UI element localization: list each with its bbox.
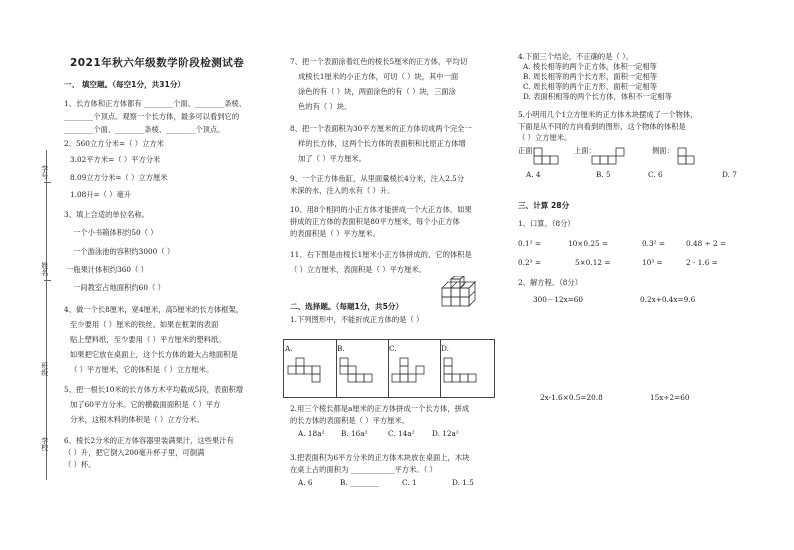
q5-line2: 加了60平方分米。它的横截面面积是（ ）平方 <box>70 400 221 409</box>
q7-line4: 色的有（ ）块。 <box>298 102 352 111</box>
q9-line1: 9、一个正方体鱼缸，从里面量棱长4分米，注入2.5分 <box>290 174 465 183</box>
c3-q4-option-a: A. 棱长相等的两个正方体，体积一定相等 <box>523 62 657 71</box>
q11-line2: （ ）立方厘米，表面积是（ ）平方厘米。 <box>290 265 426 274</box>
label-name: 姓名 <box>40 262 49 276</box>
label-school: 学校 <box>40 437 49 451</box>
q5-line1: 5、把一根长10米的长方体方木平均截成5段，表面积增 <box>64 385 244 394</box>
q6-line2: （ ）升，把它倒入200毫升杯子里，可倒满 <box>64 448 205 457</box>
q10-line3: 的表面积是（ ）平方厘米。 <box>290 229 380 238</box>
c3-q5-option-b: B. 5 <box>596 170 611 179</box>
c3-q4-option-c: C. 周长相等的两个正方形，面积一定相等 <box>523 82 658 91</box>
net-a-figure <box>286 352 332 392</box>
q1-line2: ________个顶点。观察一个长方体，最多可以看到它的 <box>64 112 240 121</box>
q3-line1: 3、填上合适的单位名称。 <box>64 210 149 219</box>
net-b-figure <box>338 352 384 392</box>
front-view-figure <box>532 146 562 166</box>
q4-line5: （ ）平方厘米，它的体积是（ ）立方厘米。 <box>70 365 214 374</box>
c3-q5-line2: 下面是从不同的方向看到的图形，这个物体的体积是 <box>518 122 686 131</box>
s2q3-line1: 3.把表面积为6平方分米的正方体木块放在桌面上，木块 <box>290 453 470 462</box>
eq-r1-c1: 300－12x=60 <box>533 295 584 304</box>
q10-line2: 拼成的正方体的表面积是80平方厘米，每个小正方体 <box>290 217 460 226</box>
q4-line2: 至少要用（ ）厘米的铁丝。如果在框架的表面 <box>70 320 219 329</box>
q3-line5: 一间教室占地面积约60（ ） <box>73 283 165 292</box>
s2q3-option-c: C. 1 <box>402 478 417 487</box>
q6-line1: 6、棱长2分米的正方体容器里装满果汁，这些果汁有 <box>64 436 234 445</box>
s2q3-option-a: A. 6 <box>298 478 313 487</box>
binding-line <box>46 150 47 480</box>
oral-r2-c3: 10³ = <box>642 258 663 267</box>
c3-q4-option-b: B. 周长相等的两个长方形，面积一定相等 <box>523 72 658 81</box>
s2q1-text: 1.下列图形中，不能折成正方体的是（ ） <box>290 315 424 324</box>
q2-line3: 8.09立方分米=（ ）立方厘米 <box>70 173 168 182</box>
student-id-blank <box>44 182 51 183</box>
net-d-figure <box>442 352 488 392</box>
c3-q5-option-c: C. 6 <box>648 170 663 179</box>
side-view-figure <box>676 146 700 166</box>
q4-line4: 如果把它放在桌面上，这个长方体的最大占地面积是 <box>70 350 238 359</box>
s2q3-line2: 在桌上占的面积为 ____________平方米。（ ） <box>290 465 437 474</box>
q3-line4: 一瓶果汁体积约360（ ） <box>66 265 148 274</box>
oral-r1-c1: 0.1² = <box>518 239 541 248</box>
oral-r2-c4: 2 - 1.6 = <box>686 258 718 267</box>
side-view-label: 侧面： <box>652 146 674 155</box>
net-option-d: D. <box>441 344 449 353</box>
c3-q5-line1: 5.小明用几个1立方厘米的正方体木块摆成了一个物体， <box>518 110 698 119</box>
q1-line3: ________个面、________条棱、________个顶点。 <box>64 125 225 134</box>
top-view-label: 上面： <box>574 146 596 155</box>
q11-line1: 11、右下图是由棱长1厘米小正方体拼成的，它的体积是 <box>290 250 472 259</box>
q4-line1: 4、做一个长8厘米，宽4厘米，高5厘米的长方体框架， <box>64 305 244 314</box>
net-option-b: B. <box>337 344 345 353</box>
q4-line3: 贴上塑料纸，至少要用（ ）平方厘米的塑料纸。 <box>70 335 226 344</box>
c3-q5-option-a: A. 4 <box>526 170 541 179</box>
q5-line3: 分米，这根木料的体积是（ ）立方分米。 <box>70 415 204 424</box>
label-student-id: 学号 <box>40 165 49 179</box>
oral-r1-c4: 0.48 ÷ 2 = <box>686 239 727 248</box>
q9-line2: 米深的水，注入的水有（ ）升。 <box>290 186 395 195</box>
cube-stack-figure <box>440 276 482 310</box>
s2q2-option-b: B. 16a² <box>341 429 368 438</box>
eq-r2-c2: 15x÷2=60 <box>650 393 690 402</box>
q10-line1: 10、用8个相同的小正方体才能拼成一个大正方体。如果 <box>290 205 472 214</box>
q8-line3: 加了（ ）平方厘米。 <box>298 154 366 163</box>
q3-line2: 一个小书箱体积约50（ ） <box>73 228 158 237</box>
q3-line3: 一个游泳池的容积约3000（ ） <box>73 247 175 256</box>
s2q3-option-d: D. 1.5 <box>452 478 474 487</box>
oral-r1-c3: 0.3² = <box>642 239 665 248</box>
equation-heading: 2、解方程。（8分） <box>518 278 583 287</box>
net-option-a: A. <box>285 344 293 353</box>
front-view-label: 正面： <box>518 146 540 155</box>
c3-q5-line3: （ ）立方厘米。 <box>518 133 572 142</box>
q7-line3: 涂色的有（ ）块，两面涂色的有（ ）块，三面涂 <box>298 87 456 96</box>
q2-line1: 2、560立方分米=（ ）立方米 <box>64 139 164 148</box>
s2q2-option-c: C. 14a² <box>388 429 415 438</box>
net-option-c: C. <box>389 344 397 353</box>
oral-heading: 1、口算。（8分） <box>518 219 575 228</box>
label-class: 班级 <box>40 362 49 376</box>
c3-q5-option-d: D. 7 <box>722 170 737 179</box>
oral-r2-c1: 0.2³ = <box>518 258 541 267</box>
net-c-figure <box>390 352 436 392</box>
q7-line1: 7、把一个表面涂着红色的棱长5厘米的正方体，平均切 <box>290 57 468 66</box>
q8-line2: 样的长方体，这两个长方体的表面积和比原正方体增 <box>298 139 466 148</box>
oral-r1-c2: 10×0.25 = <box>568 239 609 248</box>
eq-r1-c2: 0.2x+0.4x=9.6 <box>640 295 696 304</box>
q2-line4: 1.08升=（ ）毫升 <box>70 190 132 199</box>
s2q3-option-b: B. ________ <box>340 478 380 487</box>
s2q2-option-d: D. 12a² <box>432 429 459 438</box>
q2-line2: 3.02平方米=（ ）平方分米 <box>70 155 161 164</box>
s2q2-line1: 2.用三个棱长都是a厘米的正方体拼成一个长方体，拼成 <box>290 404 470 413</box>
c3-q4-option-d: D. 表面积相等的两个长方体，体积不一定相等 <box>523 92 672 101</box>
page-title: 2021年秋六年级数学阶段检测试卷 <box>70 57 245 69</box>
oral-r2-c2: 5×0.12 = <box>575 258 611 267</box>
s2q2-line2: 的长方体的表面积是（ ）平方厘米。 <box>290 416 410 425</box>
c3-q4-text: 4.下面三个结论，不正确的是（ ）。 <box>518 52 634 61</box>
section2-heading: 二、选择题。（每题1分，共5分） <box>290 302 404 311</box>
section3-heading: 三、计算 28分 <box>518 201 570 210</box>
q8-line1: 8、把一个表面积为30平方厘米的正方体切成两个完全一 <box>290 124 472 133</box>
s2q2-option-a: A. 18a² <box>298 429 325 438</box>
section1-heading: 一、 填空题。（每空1分，共31分） <box>64 80 186 89</box>
eq-r2-c1: 2x-1.6×0.5=20.8 <box>540 393 603 402</box>
top-view-figure <box>590 146 626 166</box>
q6-line3: （ ）杯。 <box>64 460 96 469</box>
name-blank <box>44 280 51 281</box>
q1-line1: 1、长方体和正方体都有 ________个面、________条棱、 <box>64 99 247 108</box>
q7-line2: 成棱长1厘米的小正方体，可切（ ）块，其中一面 <box>298 72 459 81</box>
